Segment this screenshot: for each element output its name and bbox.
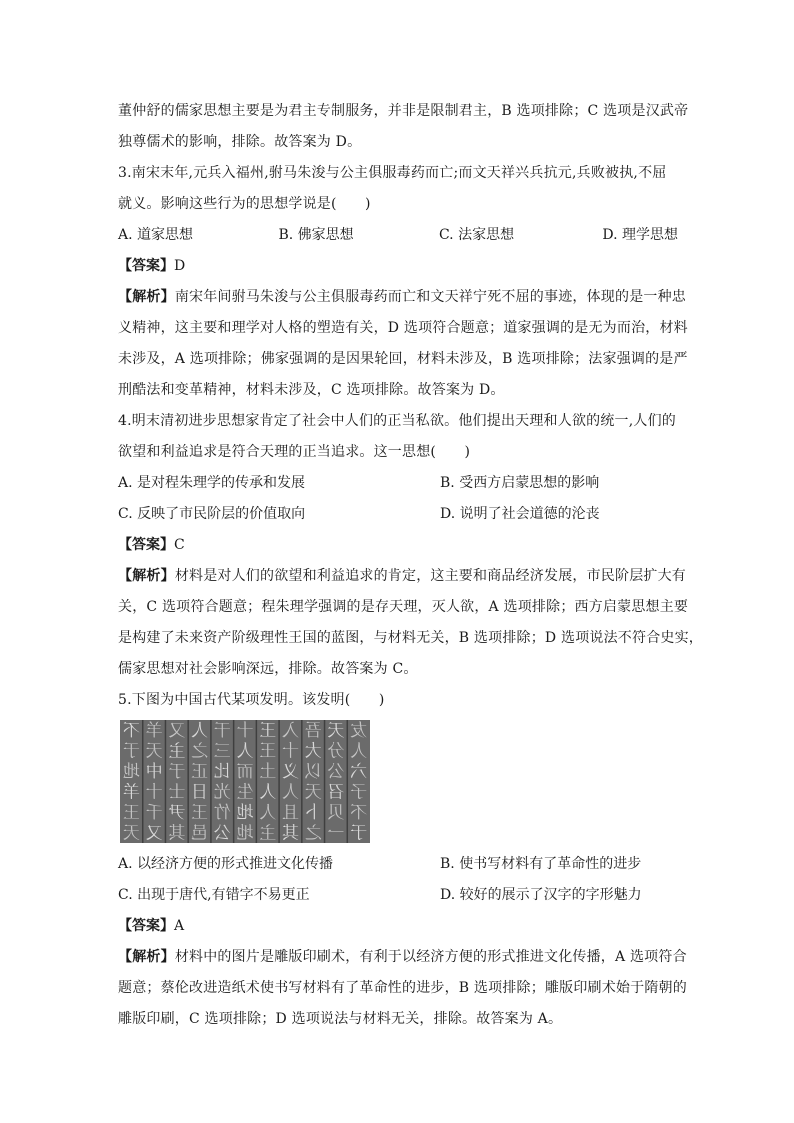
woodblock-character: 干 [213,720,231,741]
q5-analysis-line [118,942,687,973]
woodblock-character: 人 [236,741,254,762]
q3-option-d: D. 理学思想 [602,227,678,243]
woodblock-character: 之 [191,741,209,762]
woodblock-character: 十 [281,741,299,762]
q3-answer [118,251,678,282]
woodblock-character: 王 [259,741,277,762]
woodblock-character: 且 [281,802,299,823]
q3-option-a: A. 道家思想 [118,227,194,243]
woodblock-character: 公 [327,761,345,782]
woodblock-character: 又 [168,720,186,741]
woodblock-character: 邑 [191,823,209,843]
q4-options-row [118,468,678,499]
woodblock-character: 王 [259,720,277,741]
q2-analysis-line: 独尊儒术的影响，排除。故答案为 D。 [118,134,362,150]
woodblock-character: 召 [327,782,345,803]
woodblock-character: 大 [304,741,322,762]
woodblock-character: 不 [122,720,140,741]
q5-analysis-line: 题意；蔡伦改进造纸术使书写材料有了革命性的进步，B 选项排除；雕版印刷术始于隋朝的 [118,980,687,996]
q5-option-d: D. 较好的展示了汉字的字形魅力 [440,887,642,903]
woodblock-character: 公 [213,823,231,843]
q3-option-b: B. 佛家思想 [278,227,354,243]
woodblock-character: 天 [145,741,163,762]
woodblock-character: 中 [145,761,163,782]
woodblock-character: 贝 [327,802,345,823]
woodblock-character: 十 [145,782,163,803]
woodblock-character: 人 [259,782,277,803]
q4-stem: 4.明末清初进步思想家肯定了社会中人们的正当私欲。他们提出天理和人欲的统一,人们的 [118,413,677,429]
woodblock-character: 人 [259,802,277,823]
woodblock-character: 分 [327,741,345,762]
woodblock-character: 人 [191,720,209,741]
woodblock-character: 士 [168,782,186,803]
woodblock-character: 千 [145,802,163,823]
woodblock-character: 地 [236,823,254,843]
analysis-tag: 【解析】 [118,568,175,584]
woodblock-character: 生 [236,782,254,803]
woodblock-printing-svg [120,720,370,843]
q2-analysis-line: 董仲舒的儒家思想主要是为君主专制服务，并非是限制君主，B 选项排除；C 选项是汉武帝 [118,103,689,119]
woodblock-character: 不 [350,802,368,823]
q3-analysis-line: 义精神，这主要和理学对人格的塑造有关，D 选项符合题意；道家强调的是无为而治，材料 [118,320,688,336]
woodblock-character: 于 [168,761,186,782]
q5-answer [118,911,678,942]
q4-option-b: B. 受西方启蒙思想的影响 [440,475,600,491]
woodblock-character: 于 [122,741,140,762]
document-page [118,96,704,1035]
woodblock-character: 光 [213,782,231,803]
q3-analysis-line: 未涉及，A 选项排除；佛家强调的是因果轮回，材料未涉及，B 选项排除；法家强调的是严 [118,351,688,367]
woodblock-character: 吾 [304,720,322,741]
woodblock-character: 卜 [304,802,322,823]
q3-stem: 就义。影响这些行为的思想学说是( ) [118,196,371,212]
analysis-tag: 【解析】 [118,289,175,305]
q5-option-a: A. 以经济方便的形式推进文化传播 [118,856,334,872]
q3-option-c: C. 法家思想 [438,227,515,243]
q4-analysis-line: 儒家思想对社会影响深远，排除。故答案为 C。 [118,661,418,677]
woodblock-character: 正 [191,761,209,782]
woodblock-printing-image [120,720,370,843]
woodblock-character: 六 [350,761,368,782]
q4-option-c: C. 反映了市民阶层的价值取向 [118,506,306,522]
woodblock-character: 天 [304,782,322,803]
woodblock-character: 王 [122,802,140,823]
woodblock-character: 其 [168,823,186,843]
answer-value: C [174,537,185,553]
woodblock-character: 土 [259,761,277,782]
q3-analysis-line [118,282,687,313]
woodblock-character: 三 [213,741,231,762]
q4-analysis-line [118,561,687,592]
woodblock-character: 王 [191,802,209,823]
q5-option-b: B. 使书写材料有了革命性的进步 [440,856,642,872]
woodblock-character: 一 [327,823,345,843]
q4-option-d: D. 说明了社会道德的沦丧 [440,506,600,522]
q5-analysis-line: 雕版印刷，C 选项排除；D 选项说法与材料无关，排除。故答案为 A。 [118,1011,563,1027]
q5-option-c: C. 出现于唐代,有错字不易更正 [118,887,310,903]
q3-stem: 3.南宋末年,元兵入福州,驸马朱浚与公主俱服毒药而亡;而文天祥兴兵抗元,兵败被执,不屈 [118,165,667,181]
woodblock-character: 羊 [122,782,140,803]
analysis-text: 材料是对人们的欲望和利益追求的肯定，这主要和商品经济发展，市民阶层扩大有 [174,568,687,584]
woodblock-character: 尹 [168,802,186,823]
q4-options-row [118,499,678,530]
q5-stem: 5.下图为中国古代某项发明。该发明( ) [118,692,385,708]
q4-stem: 欲望和利益追求是符合天理的正当追求。这一思想( ) [118,444,471,460]
woodblock-character: 主 [259,823,277,843]
woodblock-character: 于 [350,823,368,843]
woodblock-character: 人 [350,741,368,762]
woodblock-character: 而 [236,761,254,782]
woodblock-character: 主 [168,741,186,762]
woodblock-character: 人 [281,782,299,803]
woodblock-character: 义 [281,761,299,782]
woodblock-character: 比 [213,761,231,782]
woodblock-character: 友 [350,720,368,741]
answer-tag: 【答案】 [118,258,174,274]
woodblock-character: 子 [350,782,368,803]
analysis-text: 南宋年间驸马朱浚与公主俱服毒药而亡和文天祥宁死不屈的事迹，体现的是一种忠 [174,289,687,305]
woodblock-character: 之 [304,823,322,843]
q4-analysis-line: 是构建了未来资产阶级理性王国的蓝图，与材料无关，B 选项排除；D 选项说法不符合史实， [118,630,704,646]
woodblock-character: 日 [191,782,209,803]
woodblock-character: 十 [236,720,254,741]
woodblock-character: 天 [122,823,140,843]
woodblock-character: 羊 [145,720,163,741]
answer-value: D [174,258,186,274]
q4-answer [118,530,678,561]
woodblock-character: 其 [281,823,299,843]
woodblock-character: 地 [236,802,254,823]
q4-option-a: A. 是对程朱理学的传承和发展 [118,475,306,491]
q4-analysis-line: 关，C 选项符合题意；程朱理学强调的是存天理，灭人欲，A 选项排除；西方启蒙思想主要 [118,599,689,615]
q5-options-row [118,880,678,911]
q3-options [118,220,678,251]
woodblock-character: 地 [122,761,140,782]
woodblock-character: 以 [304,761,322,782]
woodblock-character: 入 [281,720,299,741]
answer-tag: 【答案】 [118,918,174,934]
q3-analysis-line: 刑酷法和变革精神，材料未涉及，C 选项排除。故答案为 D。 [118,382,505,398]
woodblock-character: 又 [145,823,163,843]
woodblock-character: 竹 [213,802,231,823]
answer-tag: 【答案】 [118,537,174,553]
analysis-text: 材料中的图片是雕版印刷术，有利于以经济方便的形式推进文化传播，A 选项符合 [174,949,687,965]
q5-options-row [118,849,678,880]
analysis-tag: 【解析】 [118,949,175,965]
woodblock-character: 天 [327,720,345,741]
answer-value: A [174,918,185,934]
